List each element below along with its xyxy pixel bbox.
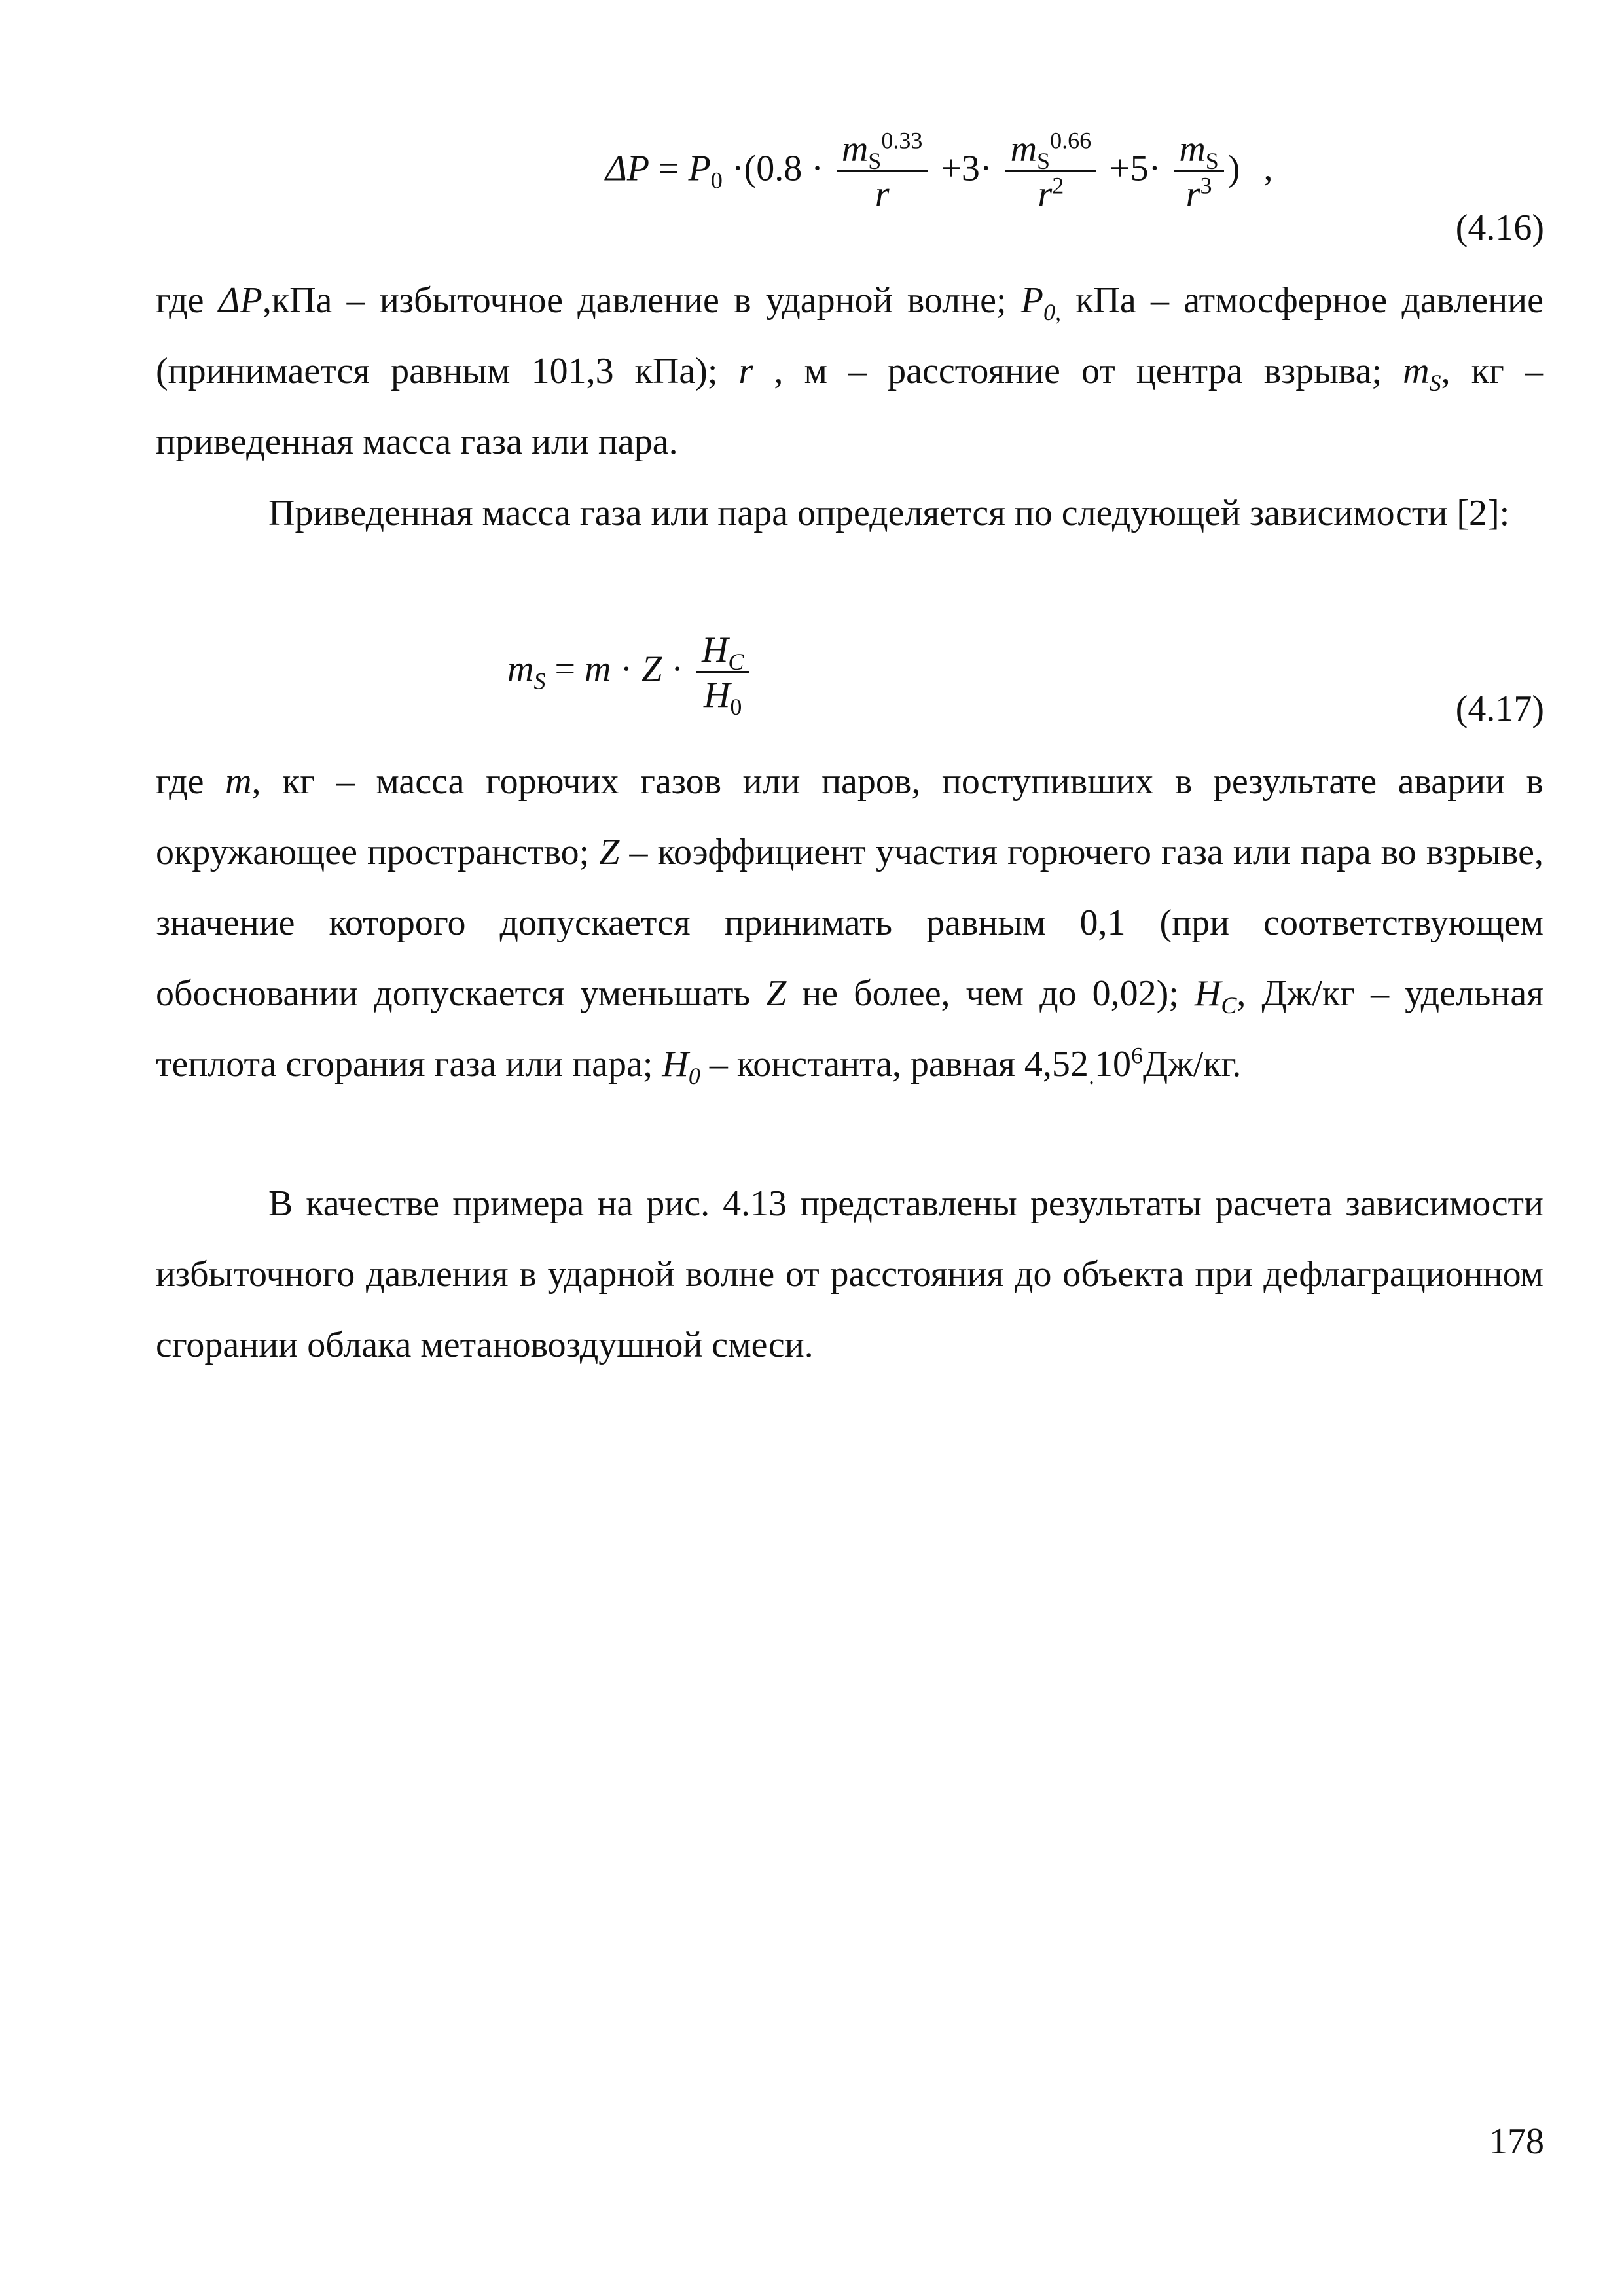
f417-h0-sub: 0	[730, 694, 742, 721]
f417-h0: H	[703, 675, 731, 715]
f417-ms: m	[507, 649, 534, 690]
page-number: 178	[1489, 2121, 1544, 2162]
close-paren: )	[1227, 148, 1240, 189]
paragraph-3	[156, 746, 1543, 1100]
p3-m: m	[225, 761, 252, 802]
f417-hc-sub: C	[728, 649, 744, 675]
p3-t8: Дж/кг.	[1142, 1044, 1242, 1085]
dot-sign: ·	[662, 649, 683, 690]
ms-2: m	[1010, 129, 1038, 170]
p1-t1: где	[156, 280, 219, 321]
r-2: r	[1038, 174, 1053, 215]
fraction-3	[1174, 131, 1223, 213]
ms-3: m	[1179, 129, 1206, 170]
r-exp-2: 2	[1052, 172, 1064, 199]
formula-lhs: ΔP	[605, 148, 650, 189]
p1-dp: ΔP	[218, 280, 262, 321]
r-exp-3: 3	[1200, 172, 1212, 199]
p3-dot: .	[1088, 1063, 1094, 1090]
plus-sign: +	[1110, 148, 1130, 189]
dot-sign: ·	[1148, 148, 1161, 189]
fraction-1	[837, 127, 928, 215]
exp-2: 0.66	[1050, 127, 1092, 154]
formula-4-16	[605, 127, 1273, 215]
p3-hc: H	[1194, 973, 1221, 1014]
p3-t1: где	[156, 761, 226, 802]
fraction-hc-h0	[696, 630, 749, 721]
formula-p0: P	[688, 148, 711, 189]
dot-sign: ·	[611, 649, 642, 690]
formula-p0-sub: 0	[710, 167, 723, 194]
f417-m: m	[585, 649, 611, 690]
formula-coef2: 3	[961, 148, 980, 189]
fraction-2	[1005, 127, 1096, 215]
fraction-1-den	[870, 172, 895, 213]
paragraph-4: В качестве примера на рис. 4.13 представлены результаты расчета зависимости избыточного давления в ударной волне от расстояния до объекта при дефлаграционном сгорании облака метановоздушной смеси.	[156, 1183, 1543, 1365]
ms-1-sub: S	[868, 148, 882, 175]
equals-sign: =	[554, 649, 585, 690]
dot-sign: ·(	[731, 148, 757, 189]
ms-2-sub: S	[1037, 148, 1051, 175]
p1-p0-sub: 0,	[1043, 299, 1061, 326]
p3-z2: Z	[766, 973, 787, 1014]
p3-t6: – константа, равная 4,52	[700, 1044, 1089, 1085]
p3-t7: 10	[1094, 1044, 1131, 1085]
p3-t4: не более, чем до 0,02);	[786, 973, 1195, 1014]
p1-ms-sub: S	[1429, 370, 1441, 397]
f417-ms-sub: S	[533, 668, 546, 694]
ms-3-sub: S	[1205, 148, 1219, 175]
p3-t2: , кг – масса горючих газов или паров, поступивших в результате аварии в окружающее пространство;	[156, 761, 1543, 872]
comma: ,	[1263, 148, 1273, 189]
r-1: r	[875, 174, 890, 215]
p1-ms: m	[1403, 351, 1430, 391]
paragraph-2: Приведенная масса газа или пара определяется по следующей зависимости [2]:	[268, 493, 1510, 533]
p3-t5: , Дж/кг – удельная теплота сгорания газа или пара;	[156, 973, 1544, 1085]
p1-t2: ,кПа – избыточное давление в ударной волне;	[262, 280, 1021, 321]
equation-number-4-17: (4.17)	[1455, 689, 1544, 729]
exp-1: 0.33	[881, 127, 923, 154]
p3-h0: H	[662, 1044, 689, 1085]
fraction-3-den	[1181, 172, 1218, 213]
fraction-3-num	[1174, 129, 1223, 175]
p1-r: r	[738, 351, 753, 391]
fraction-2-den	[1032, 172, 1069, 213]
equals-sign: =	[659, 148, 689, 189]
p3-hc-sub: C	[1221, 992, 1237, 1019]
f417-z: Z	[641, 649, 662, 690]
p3-exp: 6	[1130, 1042, 1143, 1069]
frac-h0	[698, 673, 747, 721]
dot-sign: ·	[979, 148, 992, 189]
f417-hc: H	[701, 630, 729, 670]
formula-4-17	[507, 630, 753, 721]
p1-t3: кПа – атмосферное давление (принимается равным 101,3 кПа);	[156, 280, 1543, 391]
formula-coef1: 0.8	[756, 148, 803, 189]
plus-sign: +	[941, 148, 962, 189]
dot-sign: ·	[802, 148, 823, 189]
r-3: r	[1185, 174, 1200, 215]
ms-1: m	[841, 129, 869, 170]
p1-t5: , кг – приведенная масса газа или пара.	[156, 351, 1543, 462]
p1-p0: P	[1020, 280, 1043, 321]
formula-coef3: 5	[1130, 148, 1149, 189]
paragraph-1	[156, 265, 1543, 477]
fraction-1-num	[837, 127, 928, 175]
p3-h0-sub: 0	[688, 1063, 700, 1090]
equation-number-4-16: (4.16)	[1455, 207, 1544, 248]
p3-t3: – коэффициент участия горючего газа или пара во взрыве, значение которого допускается принимать равным 0,1 (при соответствующем обосновании допускается уменьшать	[156, 832, 1543, 1014]
p3-z: Z	[599, 832, 620, 872]
frac-hc	[696, 632, 749, 673]
fraction-2-num	[1005, 127, 1096, 175]
p1-t4: , м – расстояние от центра взрыва;	[753, 351, 1403, 391]
